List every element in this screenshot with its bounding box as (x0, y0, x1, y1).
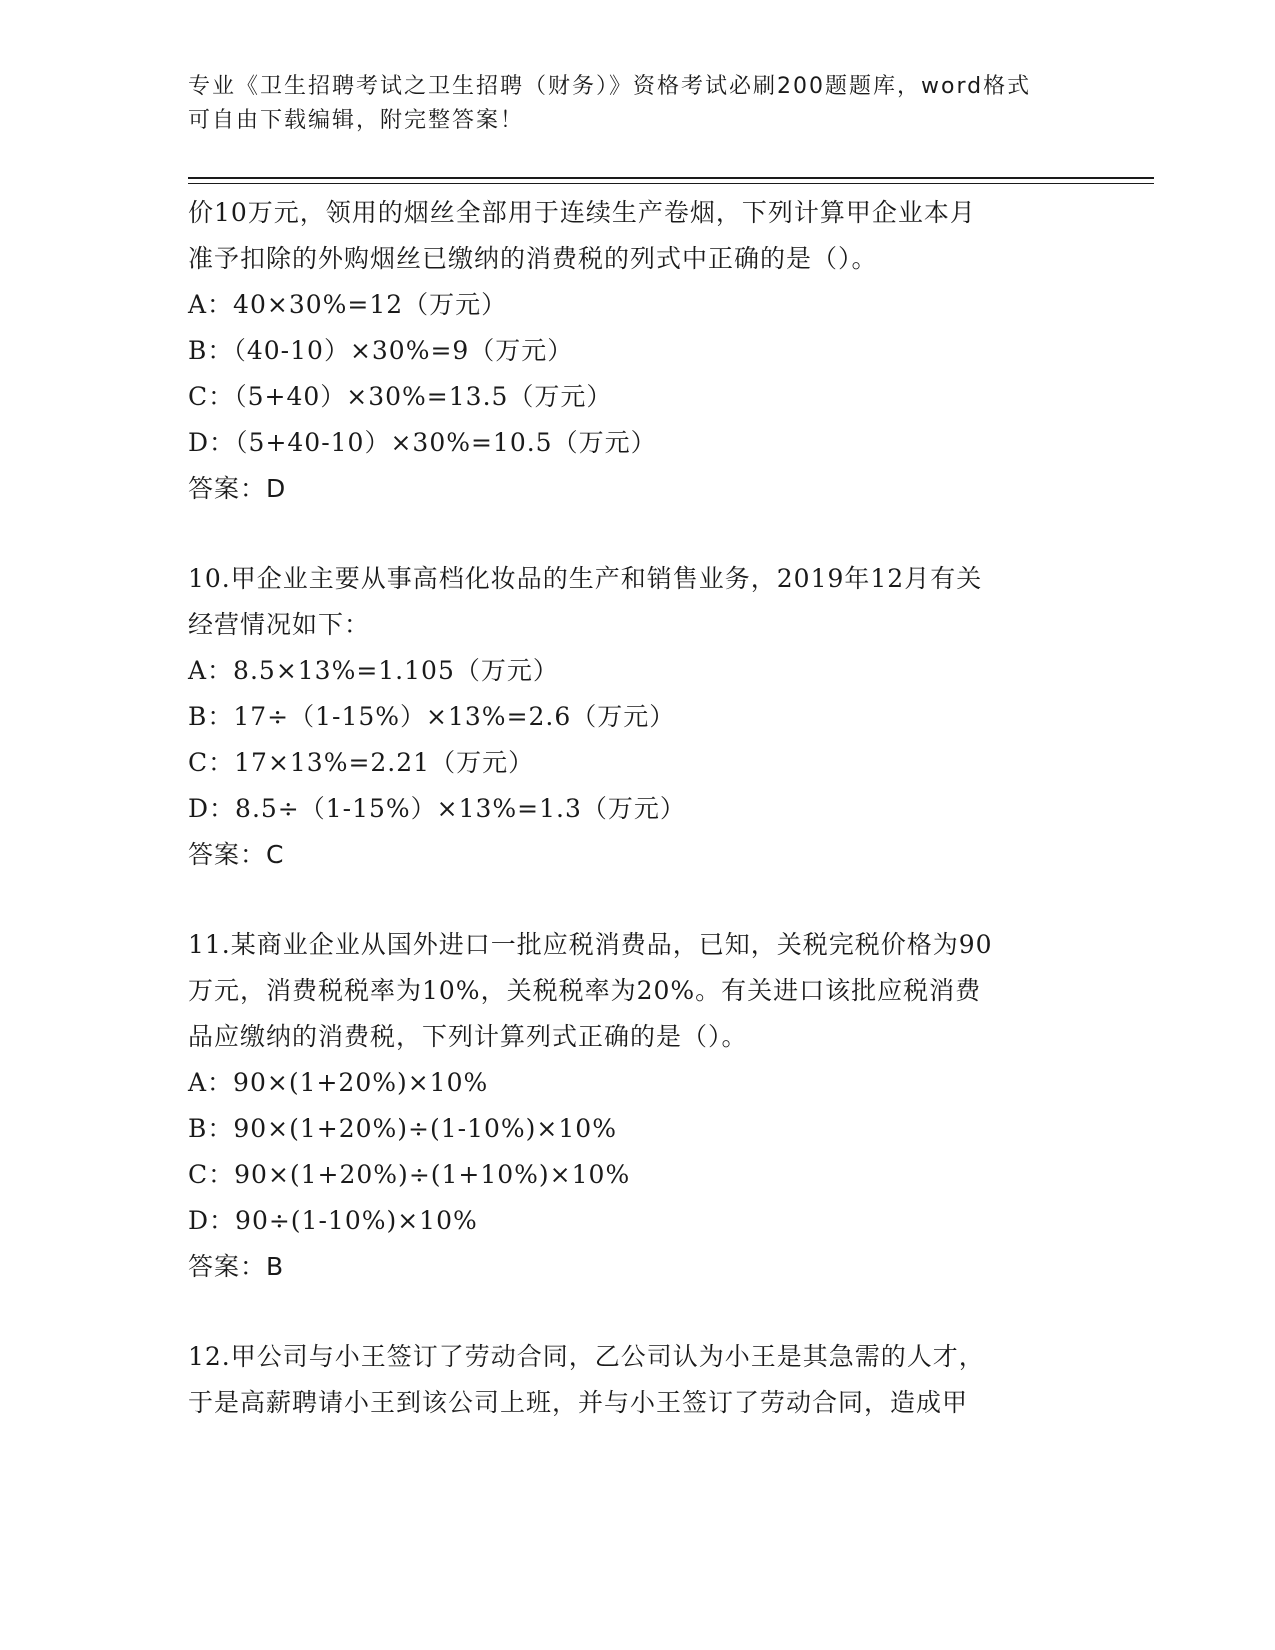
option-c: C：90×(1+20%)÷(1+10%)×10% (188, 1160, 631, 1189)
question-text-line: 11.某商业企业从国外进口一批应税消费品，已知，关税完税价格为90 (188, 930, 993, 959)
answer-line: 答案：C (188, 840, 285, 869)
question-text-line: 价10万元，领用的烟丝全部用于连续生产卷烟，下列计算甲企业本月 (188, 198, 976, 227)
question-text-line: 准予扣除的外购烟丝已缴纳的消费税的列式中正确的是（）。 (188, 244, 878, 273)
spacer (188, 878, 1148, 922)
option-c: C：（5+40）×30%=13.5（万元） (188, 382, 613, 411)
header-rule-thick (188, 177, 1154, 179)
question-text-line: 万元，消费税税率为10%，关税税率为20%。有关进口该批应税消费 (188, 976, 982, 1005)
question-12 (188, 1334, 1148, 1426)
option-a: A：40×30%=12（万元） (188, 290, 508, 319)
header-rule-thin (188, 183, 1154, 184)
spacer (188, 1290, 1148, 1334)
document-header (188, 70, 1088, 138)
question-11 (188, 922, 1148, 1290)
option-a: A：8.5×13%=1.105（万元） (188, 656, 559, 685)
option-b: B：90×(1+20%)÷(1-10%)×10% (188, 1114, 617, 1143)
option-d: D：8.5÷（1-15%）×13%=1.3（万元） (188, 794, 686, 823)
question-10 (188, 556, 1148, 878)
option-b: B：17÷（1-15%）×13%=2.6（万元） (188, 702, 676, 731)
question-9 (188, 190, 1148, 512)
option-c: C：17×13%=2.21（万元） (188, 748, 535, 777)
question-text-line: 于是高薪聘请小王到该公司上班，并与小王签订了劳动合同，造成甲 (188, 1388, 969, 1417)
question-text-line: 品应缴纳的消费税，下列计算列式正确的是（）。 (188, 1022, 748, 1051)
header-line-2: 可自由下载编辑，附完整答案！ (188, 108, 525, 133)
option-a: A：90×(1+20%)×10% (188, 1068, 489, 1097)
answer-line: 答案：D (188, 474, 287, 503)
question-text-line: 经营情况如下： (188, 610, 371, 639)
spacer (188, 512, 1148, 556)
option-b: B：（40-10）×30%=9（万元） (188, 336, 574, 365)
document-body (188, 190, 1148, 1426)
header-line-1: 专业《卫生招聘考试之卫生招聘（财务）》资格考试必刷200题题库，word格式 (188, 74, 1032, 99)
question-text-line: 12.甲公司与小王签订了劳动合同，乙公司认为小王是其急需的人才， (188, 1342, 985, 1371)
option-d: D：90÷(1-10%)×10% (188, 1206, 478, 1235)
option-d: D：（5+40-10）×30%=10.5（万元） (188, 428, 657, 457)
question-text-line: 10.甲企业主要从事高档化妆品的生产和销售业务，2019年12月有关 (188, 564, 983, 593)
answer-line: 答案：B (188, 1252, 285, 1281)
